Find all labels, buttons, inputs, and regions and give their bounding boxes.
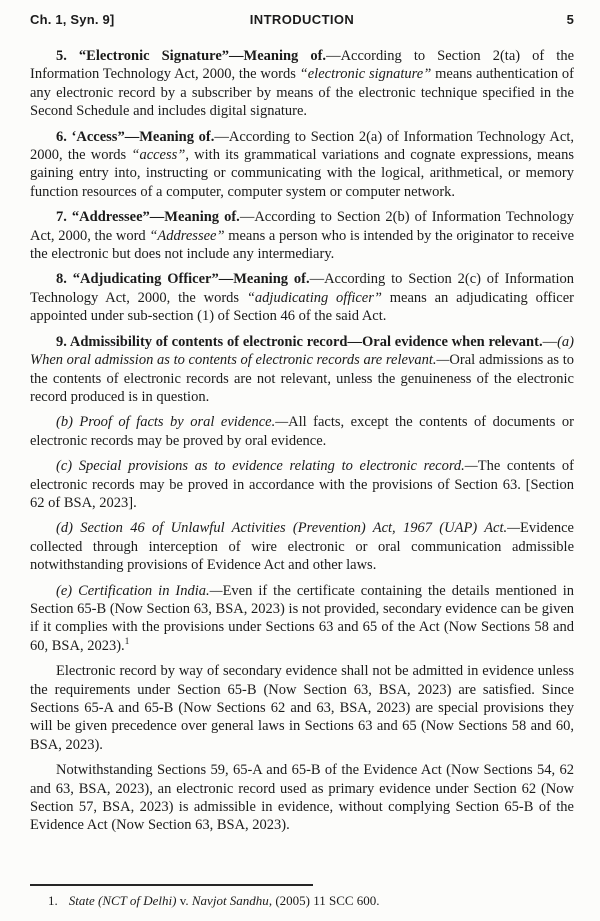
- text-segment: (b) Proof of facts by oral evidence.—: [56, 414, 289, 431]
- text-segment: Oral admissions as to the contents of electronic records are not relevant, unless the genuineness of the electronic record produced is in question.: [30, 352, 574, 405]
- page-body-text: [30, 47, 574, 880]
- text-segment: —According to Section 2(c) of Information Technology Act, 2000, the words: [30, 271, 574, 306]
- footnote-citation: [69, 893, 380, 908]
- text-segment: “adjudicating officer”: [246, 289, 382, 306]
- footnote-separator: [30, 884, 313, 886]
- chapter-synopsis-ref: Ch. 1, Syn. 9]: [30, 12, 115, 27]
- text-segment: “Addressee”: [149, 227, 225, 244]
- text-segment: Electronic record by way of secondary evidence shall not be admitted in evidence unless the requirements under Section 65-B (Now Section 63, BSA, 2023) are satisfied. Since Sections 65-A and 65-B (Now Sections 62 and 63, BSA, 2023) are special provisions they will be given precedence over general laws in Sections 63 and 65 (Now Sections 58 and 60, BSA, 2023).: [30, 663, 574, 753]
- text-segment: —According to Section 2(a) of Information Technology Act, 2000, the words: [30, 128, 574, 164]
- text-segment: , (2005) 11 SCC 600.: [268, 893, 380, 908]
- chapter-title: INTRODUCTION: [249, 12, 355, 27]
- text-segment: Notwithstanding Sections 59, 65-A and 65-B of the Evidence Act (Now Sections 54, 62 and 63, BSA, 2023), an electronic record used as primary evidence under Section 62 (Now Section 57, BSA, 2023) is admissible in evidence, without complying Section 65-B of the Evidence Act (Now Section 63, BSA, 2023).: [30, 762, 574, 834]
- running-head: [30, 12, 574, 27]
- footnote-number: 1.: [48, 893, 58, 908]
- text-segment: 1: [124, 636, 130, 647]
- footnote: [30, 893, 574, 909]
- text-segment: (c) Special provisions as to evidence relating to electronic record.—: [56, 458, 478, 475]
- paragraph: [30, 208, 574, 263]
- text-segment: (e) Certification in India.—: [56, 582, 223, 599]
- text-segment: (a) When oral admission as to contents of electronic records are relevant.—: [30, 333, 574, 369]
- text-segment: State (NCT of Delhi): [68, 893, 180, 908]
- text-segment: Even if the certificate containing the details mentioned in Section 65-B (Now Section 63, BSA, 2023) is not provided, secondary evidence can be given if it complies with the provisions under Sections 63 and 65 of the Act (Now Sections 58 and 60, BSA, 2023).: [30, 582, 574, 654]
- text-segment: Evidence collected through interception of wire electronic or oral communication admissible notwithstanding provisions of Evidence Act and other laws.: [30, 520, 574, 574]
- paragraph: [30, 519, 574, 574]
- paragraph: [30, 47, 574, 121]
- paragraph: [30, 413, 574, 450]
- paragraph: [30, 662, 574, 754]
- page-number: 5: [566, 12, 574, 27]
- text-segment: 8. “Adjudicating Officer”—Meaning of.: [56, 271, 310, 288]
- paragraph: [30, 128, 574, 202]
- paragraph: [30, 333, 574, 407]
- text-segment: 7. “Addressee”—Meaning of.: [56, 209, 240, 226]
- text-segment: All facts, except the contents of documents or electronic records may be proved by oral evidence.: [30, 414, 574, 449]
- text-segment: “access”: [131, 147, 186, 164]
- text-segment: The contents of electronic records may be proved in accordance with the provisions of Section 63. [Section 62 of BSA, 2023].: [30, 458, 574, 511]
- paragraph: [30, 270, 574, 325]
- text-segment: —: [542, 333, 558, 350]
- text-segment: means a person who is intended by the originator to receive the electronic but does not include any intermediary.: [30, 227, 574, 263]
- text-segment: , with its grammatical variations and cognate expressions, means gaining entry into, instructing or communicating with the logical, arithmetical, or memory function resources of a computer, computer system or computer network.: [30, 147, 574, 200]
- text-segment: 9. Admissibility of contents of electronic record—Oral evidence when relevant.: [56, 333, 543, 350]
- text-segment: means authentication of any electronic record by a subscriber by means of the electronic technique specified in the Second Schedule and includes digital signature.: [30, 66, 574, 120]
- text-segment: 6. ‘Access”—Meaning of.: [56, 128, 215, 145]
- text-segment: 5. “Electronic Signature”—Meaning of.: [56, 48, 327, 64]
- text-segment: “electronic signature”: [299, 66, 432, 83]
- paragraph: [30, 582, 574, 656]
- text-segment: (d) Section 46 of Unlawful Activities (Prevention) Act, 1967 (UAP) Act.—: [56, 520, 521, 537]
- text-segment: —According to Section 2(ta) of the Information Technology Act, 2000, the words: [30, 48, 574, 83]
- text-segment: means an adjudicating officer appointed under sub-section (1) of Section 46 of the said Act.: [30, 289, 574, 325]
- paragraph: [30, 457, 574, 512]
- paragraph: [30, 761, 574, 835]
- text-segment: v.: [179, 893, 192, 908]
- footnote-area: [30, 880, 574, 909]
- text-segment: —According to Section 2(b) of Information Technology Act, 2000, the word: [30, 209, 574, 244]
- text-segment: Navjot Sandhu: [191, 893, 269, 908]
